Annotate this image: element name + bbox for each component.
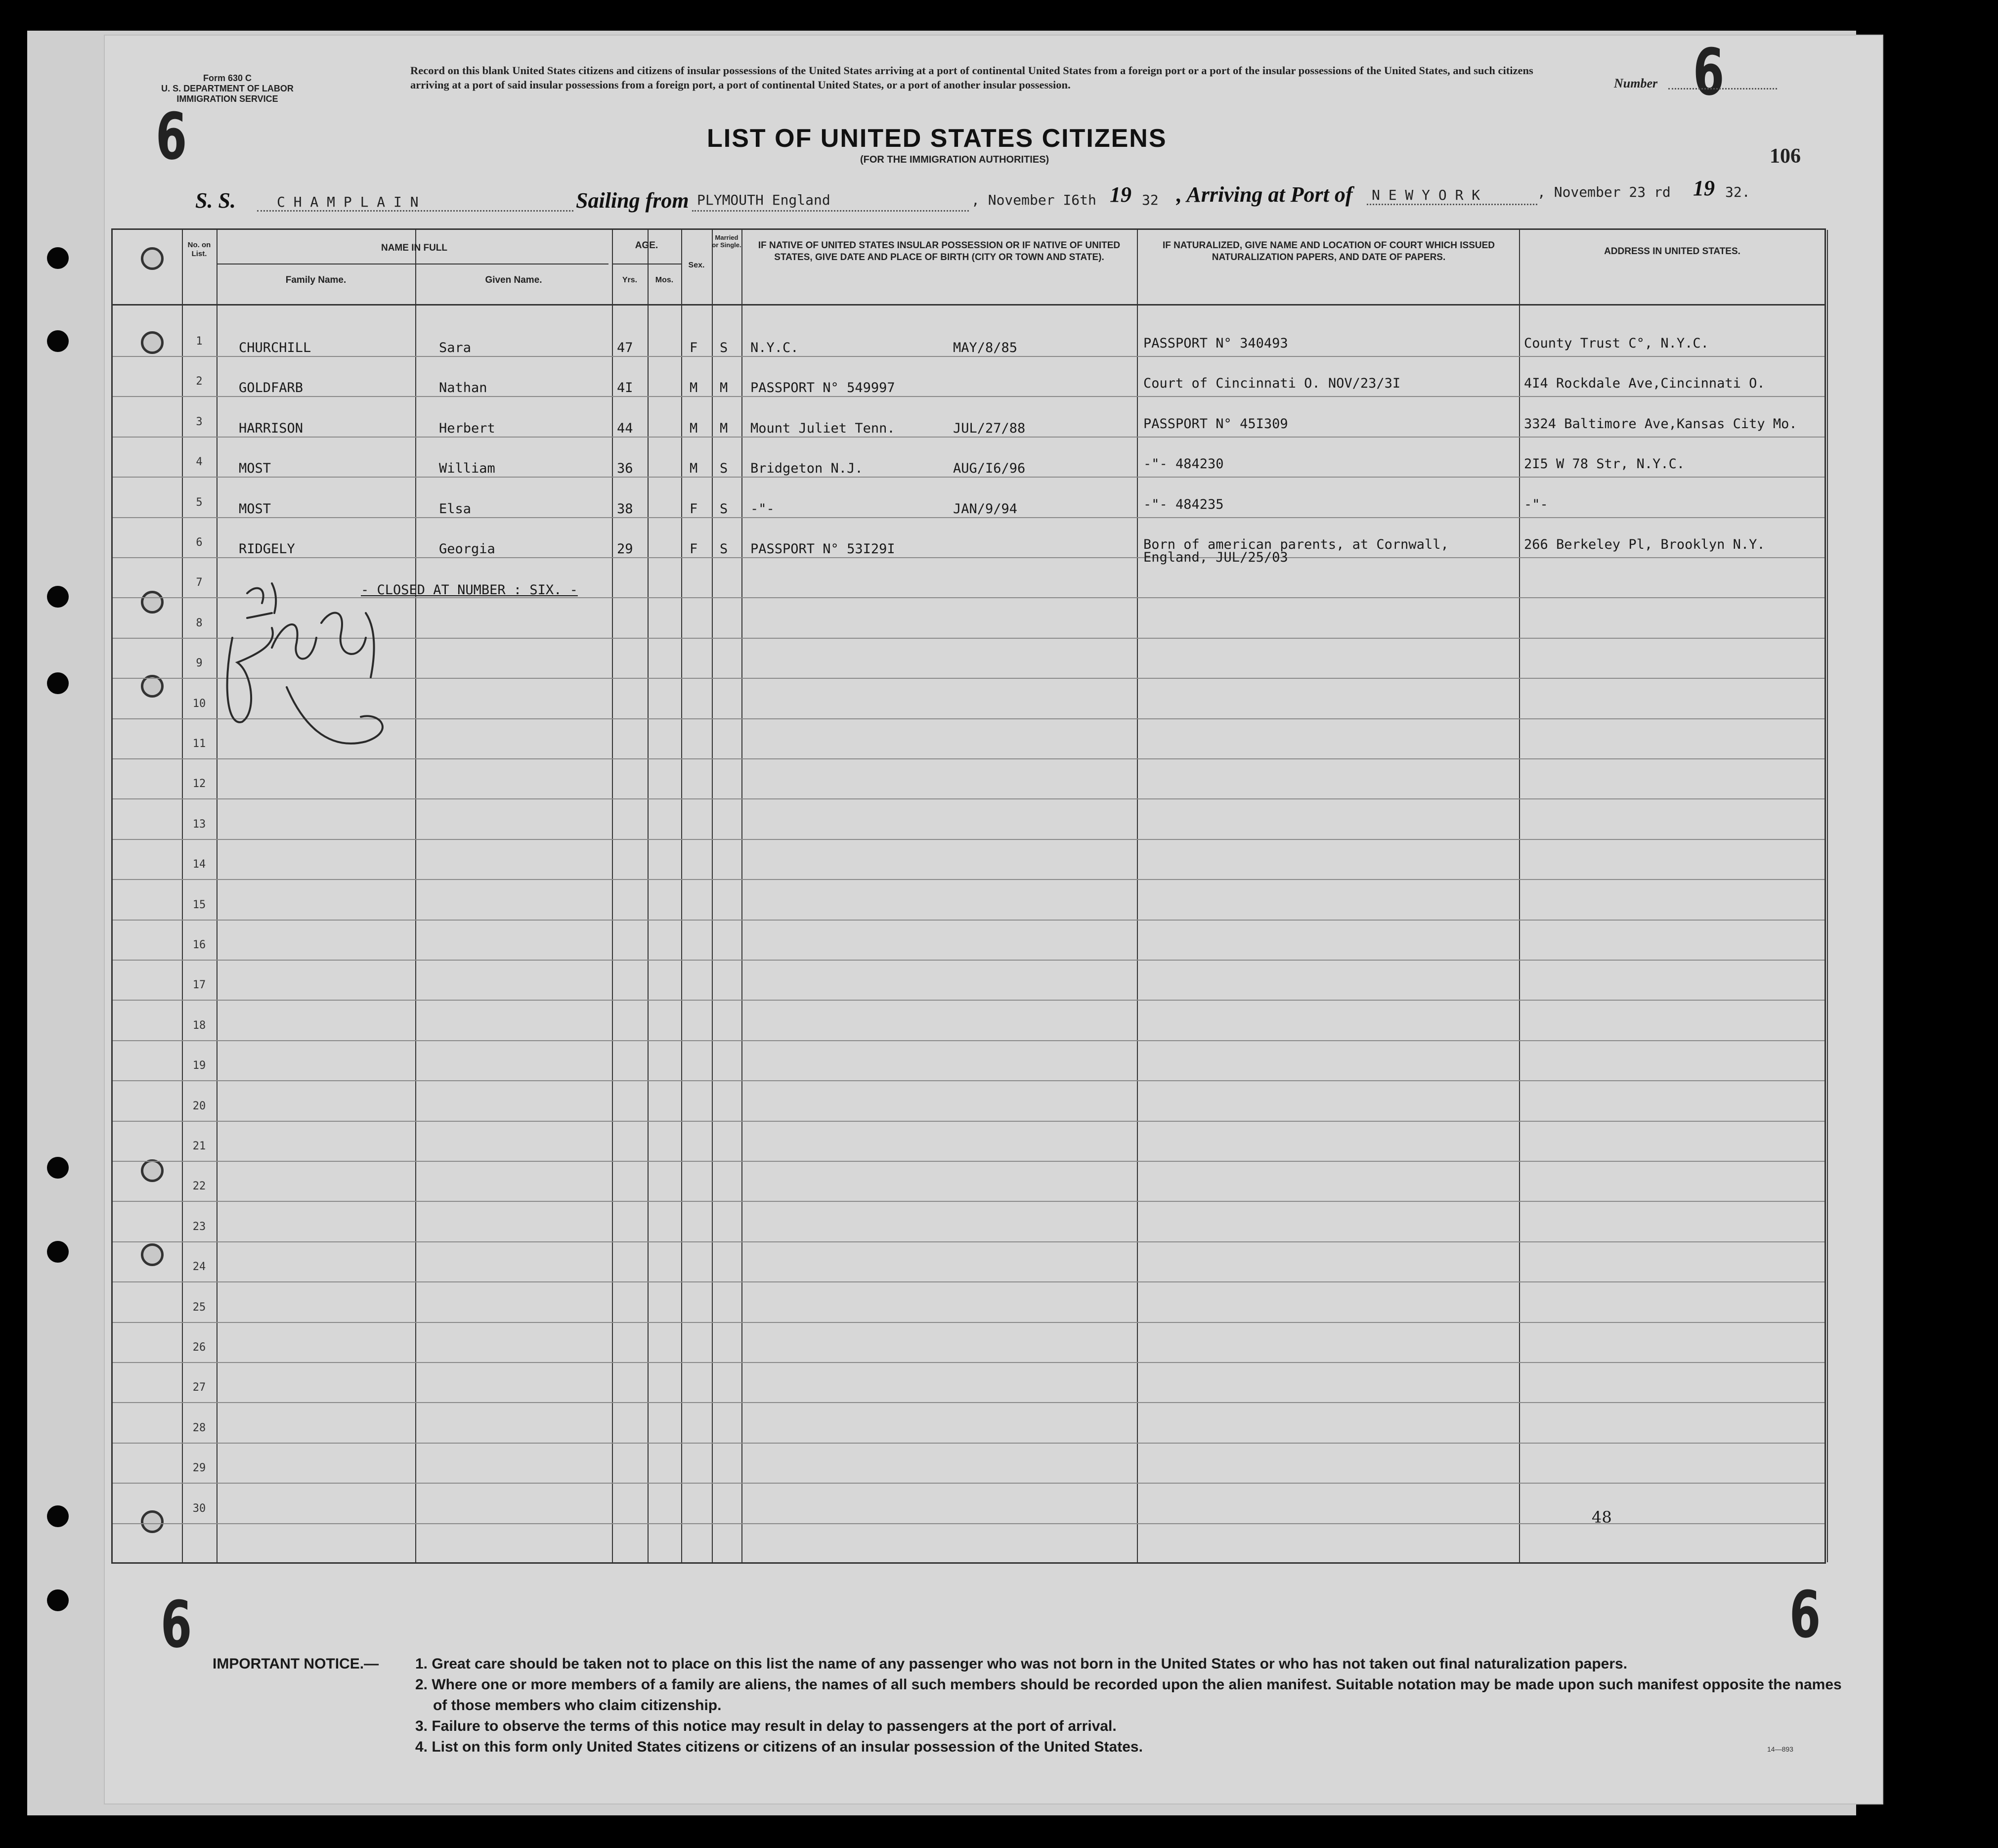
punch-hole [47,1589,69,1611]
row-rule [113,1322,1824,1323]
given-name: Sara [439,340,472,355]
closed-note: - CLOSED AT NUMBER : SIX. - [361,582,578,598]
row-rule [113,396,1824,397]
row-rule [113,517,1824,518]
row-number: 12 [192,778,206,791]
sex: F [690,340,698,355]
birth-place: PASSPORT N° 53I29I [750,541,895,557]
ship-name: C H A M P L A I N [277,194,419,210]
address: 2I5 W 78 Str, N.Y.C. [1524,456,1685,472]
marital-status: M [720,380,728,396]
print-code: 14—893 [1767,1745,1793,1753]
row-number: 2 [196,375,203,388]
sex: F [690,501,698,517]
sail-year-suffix: 32 [1142,192,1159,208]
row-rule [113,879,1824,880]
age-years: 38 [617,501,633,517]
row-number: 25 [192,1301,206,1314]
sex: M [690,380,698,396]
marital-status: S [720,340,728,355]
row-rule [113,1402,1824,1403]
row-number: 7 [196,576,203,589]
header-sex: Sex. [688,261,705,269]
row-number: 30 [192,1502,206,1515]
notice-item: 1. Great care should be taken not to place on this list the name of any passenger who was not born in the United States or who has not taken out final naturalization papers. [415,1656,1628,1672]
col-divider [1827,230,1828,1562]
sheet-number-bottom-right: 6 [1789,1577,1821,1652]
age-years: 29 [617,541,633,557]
row-number: 1 [196,335,203,348]
number-line [1668,88,1777,89]
address: 3324 Baltimore Ave,Kansas City Mo. [1524,416,1797,432]
row-number: 3 [196,415,203,428]
naturalization: -"- 484235 [1143,496,1224,512]
row-rule [113,437,1824,438]
department-name: U. S. DEPARTMENT OF LABOR [161,84,294,93]
to-port: N E W Y O R K [1372,187,1480,203]
punch-hole [47,586,69,608]
naturalization: -"- 484230 [1143,456,1224,472]
punch-hole [47,1505,69,1527]
row-number: 23 [192,1220,206,1233]
header-age: AGE. [635,240,658,251]
given-name: Elsa [439,501,472,517]
header-given: Given Name. [485,275,542,285]
punch-hole [47,247,69,269]
birth-place: Mount Juliet Tenn. [750,420,895,436]
header-no: No. on List. [187,241,211,258]
row-rule [113,1000,1824,1001]
address: 4I4 Rockdale Ave,Cincinnati O. [1524,376,1765,392]
family-name: CHURCHILL [239,340,311,355]
marital-status: S [720,461,728,477]
sailing-label: Sailing from [576,188,689,213]
address: -"- [1524,496,1548,512]
sex: M [690,461,698,477]
row-rule [113,1040,1824,1041]
row-rule [113,1362,1824,1363]
row-number: 6 [196,536,203,549]
header-address: ADDRESS IN UNITED STATES. [1604,246,1740,257]
row-number: 11 [192,738,206,750]
header-divider [113,304,1824,306]
naturalization: PASSPORT N° 340493 [1143,336,1288,351]
row-rule [113,1161,1824,1162]
row-rule [113,1443,1824,1444]
punch-hole [47,672,69,694]
header-married: Married or Single. [712,234,741,249]
punch-hole [47,1241,69,1263]
row-number: 13 [192,818,206,831]
form-number: Form 630 C [203,73,252,83]
header-naturalized: IF NATURALIZED, GIVE NAME AND LOCATION OF COURT WHICH ISSUED NATURALIZATION PAPERS, AND DATE OF PAPERS. [1162,240,1495,263]
arriving-label: , Arriving at Port of [1176,182,1353,207]
row-number: 14 [192,858,206,871]
row-rule [113,1281,1824,1282]
row-number: 9 [196,657,203,670]
sheet-number-top-left: 6 [156,99,187,174]
passenger-table [111,228,1826,1564]
given-name: Nathan [439,380,487,396]
from-port: PLYMOUTH England [697,192,830,208]
row-number: 8 [196,616,203,629]
birth-date: AUG/I6/96 [953,461,1026,477]
row-rule [113,1080,1824,1081]
page-title: LIST OF UNITED STATES CITIZENS [707,124,1167,153]
row-number: 18 [192,1019,206,1032]
row-rule [113,356,1824,357]
arrive-year-suffix: 32. [1725,184,1750,200]
row-rule [113,839,1824,840]
row-rule [113,557,1824,558]
number-label: Number [1614,76,1658,90]
row-number: 29 [192,1462,206,1475]
sheet-number-top-right: 6 [1693,35,1725,110]
row-number: 28 [192,1421,206,1434]
row-number: 26 [192,1341,206,1354]
annotation-count: 48 [1592,1508,1612,1527]
birth-place: N.Y.C. [750,340,799,355]
sail-year-prefix: 19 [1110,182,1131,207]
row-number: 4 [196,456,203,469]
service-name: IMMIGRATION SERVICE [176,94,278,104]
row-rule [113,1121,1824,1122]
age-years: 44 [617,420,633,436]
row-rule [113,798,1824,799]
given-name: Herbert [439,420,495,436]
row-number: 22 [192,1180,206,1193]
row-rule [113,1201,1824,1202]
birth-date: MAY/8/85 [953,340,1018,355]
naturalization: Born of american parents, at Cornwall, England, JUL/25/03 [1143,537,1449,565]
punch-hole [47,330,69,352]
naturalization: Court of Cincinnati O. NOV/23/3I [1143,376,1401,392]
to-dotline [1367,204,1537,205]
row-number: 24 [192,1261,206,1274]
punch-hole [47,1157,69,1179]
notice-item: 2. Where one or more members of a family are aliens, the names of all such members should be recorded upon the alien manifest. Suitable notation may be made upon such manifest opposite the names of those members who claim citizenship. [415,1676,1842,1714]
inspector-signature [217,564,425,771]
family-name: MOST [239,461,271,477]
age-years: 36 [617,461,633,477]
header-yrs: Yrs. [622,276,638,284]
notice-lead: IMPORTANT NOTICE.— [213,1656,379,1672]
notice-item: 4. List on this form only United States citizens or citizens of an insular possession of the United States. [415,1739,1143,1755]
arrive-date: , November 23 rd [1537,184,1671,200]
notice-items [415,1654,1849,1758]
marital-status: S [720,501,728,517]
birth-place: Bridgeton N.J. [750,461,863,477]
page-number: 106 [1770,145,1801,168]
address: County Trust C°, N.Y.C. [1524,336,1709,351]
naturalization: PASSPORT N° 45I309 [1143,416,1288,432]
row-number: 17 [192,979,206,992]
header-name-full: NAME IN FULL [381,243,448,253]
family-name: HARRISON [239,420,304,436]
family-name: MOST [239,501,271,517]
row-rule [113,1483,1824,1484]
row-number: 27 [192,1381,206,1394]
birth-date: JUL/27/88 [953,420,1026,436]
row-rule [113,960,1824,961]
family-name: RIDGELY [239,541,295,557]
notice-item: 3. Failure to observe the terms of this notice may result in delay to passengers at the port of arrival. [415,1718,1117,1734]
marital-status: M [720,420,728,436]
birth-place: -"- [750,501,775,517]
row-number: 10 [192,697,206,710]
age-years: 47 [617,340,633,355]
ship-dotline [257,210,573,212]
birth-date: JAN/9/94 [953,501,1018,517]
row-rule [113,1523,1824,1524]
row-number: 16 [192,939,206,951]
row-rule [113,920,1824,921]
record-instructions: Record on this blank United States citizens and citizens of insular possessions of the United States arriving at a port of continental United States from a foreign port or a port of the insular possessions of the United States, and such citizens arriving at a port of said insular possessions from a foreign port, a port of continental United States, or a port of another insular possession. [410,64,1533,91]
sheet-number-bottom-left: 6 [161,1587,192,1662]
marital-status: S [720,541,728,557]
header-family: Family Name. [285,275,347,285]
row-number: 21 [192,1140,206,1152]
form-identifier [148,73,306,104]
family-name: GOLDFARB [239,380,304,396]
age-years: 4I [617,380,633,396]
from-dotline [692,210,969,212]
page-subtitle: (FOR THE IMMIGRATION AUTHORITIES) [860,154,1049,165]
arrive-year-prefix: 19 [1693,176,1715,200]
header-mos: Mos. [655,276,674,284]
row-number: 5 [196,496,203,509]
row-number: 19 [192,1059,206,1072]
sex: M [690,420,698,436]
ss-label: S. S. [195,188,236,213]
row-rule [113,477,1824,478]
row-number: 15 [192,898,206,911]
given-name: William [439,461,495,477]
header-native: IF NATIVE OF UNITED STATES INSULAR POSSESSION OR IF NATIVE OF UNITED STATES, GIVE DATE AND PLACE OF BIRTH (CITY OR TOWN AND STATE). [758,240,1121,263]
birth-place: PASSPORT N° 549997 [750,380,895,396]
address: 266 Berkeley Pl, Brooklyn N.Y. [1524,537,1765,552]
row-number: 20 [192,1100,206,1112]
given-name: Georgia [439,541,495,557]
sex: F [690,541,698,557]
sail-date: , November I6th [971,192,1096,208]
row-rule [113,1241,1824,1242]
